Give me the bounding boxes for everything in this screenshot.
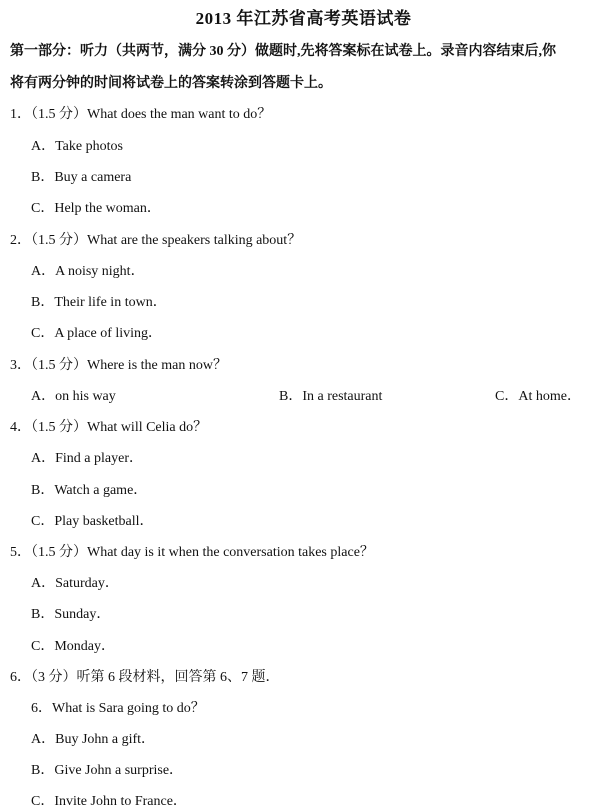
question-6-sub-stem: 6．What is Sara going to do？ bbox=[31, 701, 205, 716]
question-3-option-c: C．At home． bbox=[495, 389, 581, 404]
question-6-option-c: C．Invite John to France． bbox=[31, 794, 187, 809]
question-6-stem: 6．（3 分）听第 6 段材料，回答第 6、7 题． bbox=[10, 670, 280, 685]
question-2-option-a: A．A noisy night． bbox=[31, 264, 145, 279]
question-4-option-c: C．Play basketball． bbox=[31, 514, 154, 529]
question-1-option-a: A．Take photos bbox=[31, 139, 123, 154]
question-1-option-c: C．Help the woman． bbox=[31, 201, 161, 216]
question-5-stem: 5．（1.5 分）What day is it when the conversation takes place？ bbox=[10, 545, 374, 560]
question-5-option-c: C．Monday． bbox=[31, 639, 115, 654]
question-3-option-a: A．on his way bbox=[31, 389, 116, 404]
instructions-line-1: 第一部分：听力（共两节，满分 30 分）做题时,先将答案标在试卷上。录音内容结束后,你 bbox=[10, 44, 556, 59]
question-6-option-a: A．Buy John a gift． bbox=[31, 732, 156, 747]
question-1-option-b: B．Buy a camera bbox=[31, 170, 132, 185]
question-2-stem: 2．（1.5 分）What are the speakers talking about？ bbox=[10, 233, 302, 248]
exam-title: 2013 年江苏省高考英语试卷 bbox=[195, 9, 412, 28]
question-6-option-b: B．Give John a surprise． bbox=[31, 763, 184, 778]
question-1-stem: 1．（1.5 分）What does the man want to do？ bbox=[10, 107, 272, 122]
question-5-option-a: A．Saturday． bbox=[31, 576, 119, 591]
question-3-option-b: B．In a restaurant bbox=[279, 389, 383, 404]
question-2-option-c: C．A place of living． bbox=[31, 326, 163, 341]
question-4-stem: 4．（1.5 分）What will Celia do？ bbox=[10, 420, 208, 435]
question-2-option-b: B．Their life in town． bbox=[31, 295, 167, 310]
instructions-line-2: 将有两分钟的时间将试卷上的答案转涂到答题卡上。 bbox=[10, 76, 332, 91]
question-3-stem: 3．（1.5 分）Where is the man now？ bbox=[10, 358, 227, 373]
question-4-option-b: B．Watch a game． bbox=[31, 483, 148, 498]
question-5-option-b: B．Sunday． bbox=[31, 607, 111, 622]
question-4-option-a: A．Find a player． bbox=[31, 451, 143, 466]
